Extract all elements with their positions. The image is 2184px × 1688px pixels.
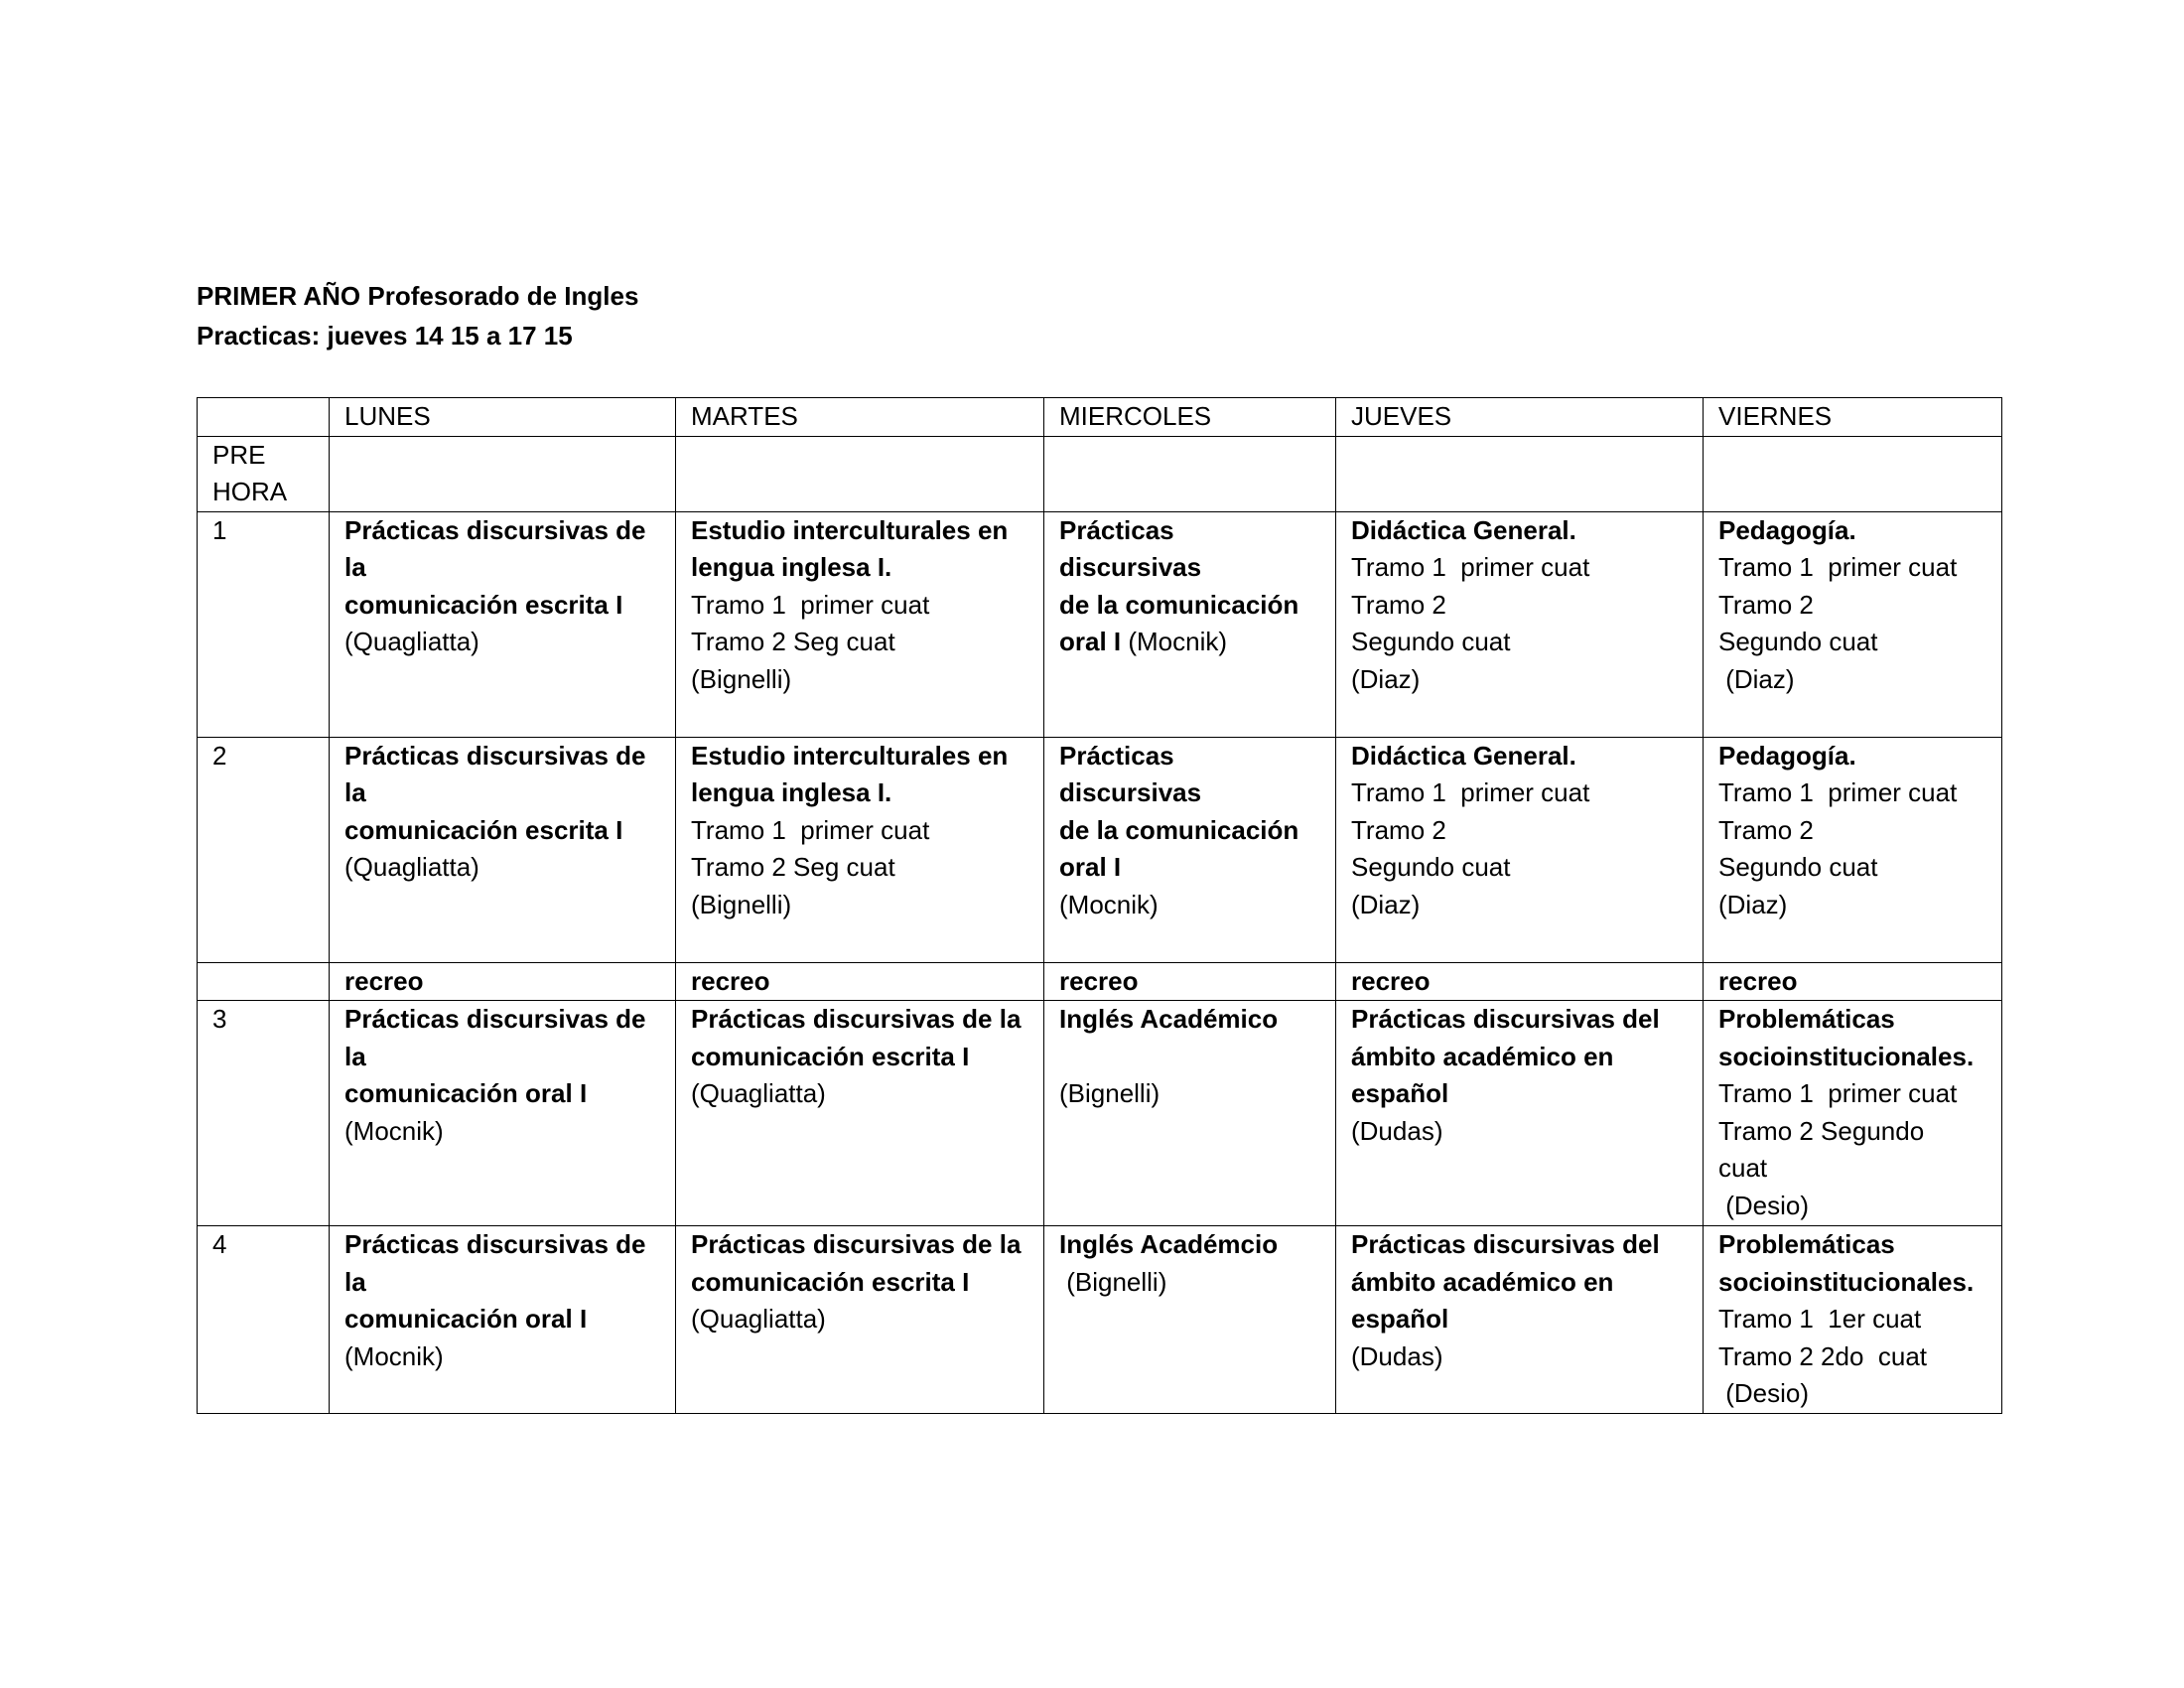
subject-name: Prácticas discursivas del [1351, 1004, 1660, 1034]
class-cell [1044, 737, 1336, 962]
subject-name: Prácticas discursivas [1059, 514, 1202, 582]
period-row [198, 1001, 2002, 1226]
recreo-cell: recreo [1044, 962, 1336, 1001]
class-cell [1336, 1226, 1704, 1414]
subject-line [1059, 738, 1321, 812]
subject-name: Prácticas discursivas [1059, 740, 1202, 807]
subject-line [344, 1226, 661, 1301]
class-cell [330, 737, 676, 962]
schedule-cell [1044, 436, 1336, 511]
day-header: LUNES [330, 398, 676, 437]
subject-line [1351, 1001, 1689, 1039]
subject-line [1351, 738, 1689, 775]
subject-line [691, 738, 1029, 775]
prehora-line: PRE [212, 439, 266, 470]
class-cell [1336, 1001, 1704, 1226]
teacher-name: (Quagliatta) [344, 852, 479, 882]
schedule-cell [1336, 436, 1704, 511]
subject-name: comunicación escrita I [344, 589, 623, 620]
subject-line [1351, 1301, 1689, 1338]
teacher-name: (Diaz) [1351, 663, 1421, 694]
subject-line [344, 738, 661, 812]
teacher-name: (Diaz) [1718, 889, 1788, 919]
detail-line: Tramo 1 primer cuat [1718, 777, 1958, 807]
teacher-name: (Mocnik) [1121, 627, 1228, 656]
class-cell [1704, 737, 2002, 962]
subject-line [691, 1001, 1029, 1039]
prehora-label [198, 436, 330, 511]
subject-line [1351, 1075, 1689, 1113]
teacher-name: (Bignelli) [1059, 1266, 1167, 1297]
period-row [198, 1226, 2002, 1414]
period-number: 1 [198, 511, 330, 737]
class-cell [676, 1001, 1044, 1226]
subject-line [1059, 587, 1321, 625]
subject-name: Inglés Académcio [1059, 1229, 1279, 1259]
detail-line: Tramo 1 primer cuat [691, 814, 930, 845]
detail-line: Tramo 2 [1351, 589, 1446, 620]
subject-line [1718, 1226, 1987, 1264]
period-row [198, 511, 2002, 737]
period-number: 4 [198, 1226, 330, 1414]
day-header: MIERCOLES [1044, 398, 1336, 437]
class-cell [676, 737, 1044, 962]
period-number: 3 [198, 1001, 330, 1226]
subject-name: Problemáticas [1718, 1004, 1895, 1034]
subject-name: Problemáticas [1718, 1229, 1895, 1259]
class-cell [330, 1226, 676, 1414]
subject-line [1059, 812, 1321, 850]
subject-name: Prácticas discursivas de la [344, 1004, 646, 1071]
detail-line: Tramo 1 primer cuat [691, 589, 930, 620]
subject-line [1059, 512, 1321, 587]
subject-line [344, 1301, 661, 1338]
teacher-name: (Quagliatta) [691, 1304, 826, 1334]
subject-line [1351, 1264, 1689, 1302]
class-cell [1044, 1001, 1336, 1226]
teacher-name: (Mocnik) [344, 1340, 444, 1371]
subject-line [344, 512, 661, 587]
class-cell [1704, 511, 2002, 737]
subject-name: ámbito académico en [1351, 1266, 1614, 1297]
detail-line: Tramo 2 Segundo [1718, 1115, 1925, 1146]
subject-name: socioinstitucionales. [1718, 1041, 1975, 1071]
detail-line: Tramo 1 1er cuat [1718, 1304, 1922, 1334]
teacher-name: (Quagliatta) [344, 627, 479, 656]
subject-name: comunicación escrita I [691, 1266, 970, 1297]
class-cell [1704, 1226, 2002, 1414]
class-cell [1336, 737, 1704, 962]
subject-name: comunicación oral I [344, 1304, 588, 1334]
detail-line: Tramo 2 [1718, 589, 1814, 620]
subject-name: ámbito académico en [1351, 1041, 1614, 1071]
corner-cell [198, 398, 330, 437]
subject-name: oral I [1059, 627, 1122, 656]
subject-line [1351, 1039, 1689, 1076]
class-cell [1044, 511, 1336, 737]
detail-line: Segundo cuat [1718, 627, 1878, 656]
detail-line: Tramo 2 [1351, 814, 1446, 845]
teacher-name: (Dudas) [1351, 1115, 1443, 1146]
subject-name: español [1351, 1304, 1449, 1334]
class-cell [676, 1226, 1044, 1414]
subject-name: Estudio interculturales en [691, 740, 1009, 771]
subject-line [691, 1264, 1029, 1302]
subject-line [1351, 1226, 1689, 1264]
subject-name: Pedagogía. [1718, 514, 1856, 545]
day-header: MARTES [676, 398, 1044, 437]
subject-name: comunicación escrita I [344, 814, 623, 845]
subject-name: Prácticas discursivas de la [691, 1229, 1022, 1259]
teacher-name: (Desio) [1718, 1190, 1810, 1220]
class-cell [1704, 1001, 2002, 1226]
subject-name: oral I [1059, 852, 1122, 882]
prehora-line: HORA [212, 477, 288, 506]
subject-name: Prácticas discursivas de la [691, 1004, 1022, 1034]
teacher-name: (Diaz) [1351, 889, 1421, 919]
class-cell [1336, 511, 1704, 737]
subject-line [344, 812, 661, 850]
teacher-name: (Bignelli) [1059, 1078, 1160, 1108]
teacher-name: (Bignelli) [691, 889, 792, 919]
detail-line: Tramo 1 primer cuat [1718, 1078, 1958, 1108]
detail-line: Tramo 2 2do cuat [1718, 1340, 1928, 1371]
period-row [198, 737, 2002, 962]
subject-name: Prácticas discursivas de la [344, 740, 646, 807]
subject-line [1059, 1226, 1321, 1264]
recreo-cell: recreo [676, 962, 1044, 1001]
teacher-name: (Desio) [1718, 1378, 1810, 1408]
class-cell [676, 511, 1044, 737]
subject-line [1059, 1001, 1321, 1039]
day-header: VIERNES [1704, 398, 2002, 437]
subject-line [1351, 512, 1689, 550]
class-cell [1044, 1226, 1336, 1414]
subject-line [1059, 624, 1321, 661]
subject-line [344, 1001, 661, 1075]
detail-line: Segundo cuat [1351, 627, 1511, 656]
schedule-cell [1704, 436, 2002, 511]
day-header-row [198, 398, 2002, 437]
subject-name: Didáctica General. [1351, 514, 1576, 545]
detail-line: Tramo 1 primer cuat [1351, 777, 1590, 807]
subject-name: de la comunicación [1059, 589, 1299, 620]
schedule-cell [676, 436, 1044, 511]
subject-name: Prácticas discursivas del [1351, 1229, 1660, 1259]
subject-name: de la comunicación [1059, 814, 1299, 845]
period-number: 2 [198, 737, 330, 962]
prehora-row [198, 436, 2002, 511]
subject-name: Didáctica General. [1351, 740, 1576, 771]
detail-line: Segundo cuat [1718, 852, 1878, 882]
subject-name: lengua inglesa I. [691, 552, 892, 582]
detail-line: Tramo 2 Seg cuat [691, 627, 895, 656]
class-cell [330, 1001, 676, 1226]
subject-name: comunicación oral I [344, 1078, 588, 1108]
practicas-note: Practicas: jueves 14 15 a 17 15 [197, 321, 573, 351]
subject-line [691, 1039, 1029, 1076]
detail-line: Segundo cuat [1351, 852, 1511, 882]
document-header [197, 276, 638, 355]
subject-name: Inglés Académico [1059, 1004, 1279, 1034]
detail-line: Tramo 2 Seg cuat [691, 852, 895, 882]
document-title: PRIMER AÑO Profesorado de Ingles [197, 281, 639, 311]
schedule-body [198, 398, 2002, 1414]
subject-line [344, 1075, 661, 1113]
teacher-name: (Quagliatta) [691, 1078, 826, 1108]
subject-line [1718, 1001, 1987, 1039]
subject-name: lengua inglesa I. [691, 777, 892, 807]
teacher-name: (Mocnik) [344, 1115, 444, 1146]
day-header: JUEVES [1336, 398, 1704, 437]
detail-line: Tramo 1 primer cuat [1351, 552, 1590, 582]
recreo-cell: recreo [330, 962, 676, 1001]
recreo-empty-cell [198, 962, 330, 1001]
subject-line [1718, 512, 1987, 550]
subject-name: Prácticas discursivas de la [344, 514, 646, 582]
teacher-name: (Diaz) [1718, 663, 1795, 694]
detail-line [1059, 1039, 1321, 1076]
detail-line: Tramo 2 [1718, 814, 1814, 845]
subject-line [691, 774, 1029, 812]
subject-line [691, 549, 1029, 587]
subject-line [1718, 1039, 1987, 1076]
schedule-table [197, 397, 2002, 1414]
recreo-cell: recreo [1704, 962, 2002, 1001]
teacher-name: (Mocnik) [1059, 889, 1159, 919]
schedule-cell [330, 436, 676, 511]
subject-line [1059, 849, 1321, 887]
subject-name: socioinstitucionales. [1718, 1266, 1975, 1297]
subject-line [344, 587, 661, 625]
subject-name: Prácticas discursivas de la [344, 1229, 646, 1297]
subject-line [1718, 738, 1987, 775]
class-cell [330, 511, 676, 737]
detail-line: cuat [1718, 1153, 1768, 1183]
subject-name: Pedagogía. [1718, 740, 1856, 771]
recreo-row [198, 962, 2002, 1001]
teacher-name: (Bignelli) [691, 663, 792, 694]
recreo-cell: recreo [1336, 962, 1704, 1001]
detail-line: Tramo 1 primer cuat [1718, 552, 1958, 582]
subject-name: Estudio interculturales en [691, 514, 1009, 545]
subject-line [691, 1226, 1029, 1264]
subject-line [1718, 1264, 1987, 1302]
subject-line [691, 512, 1029, 550]
subject-name: español [1351, 1078, 1449, 1108]
teacher-name: (Dudas) [1351, 1340, 1443, 1371]
subject-name: comunicación escrita I [691, 1041, 970, 1071]
